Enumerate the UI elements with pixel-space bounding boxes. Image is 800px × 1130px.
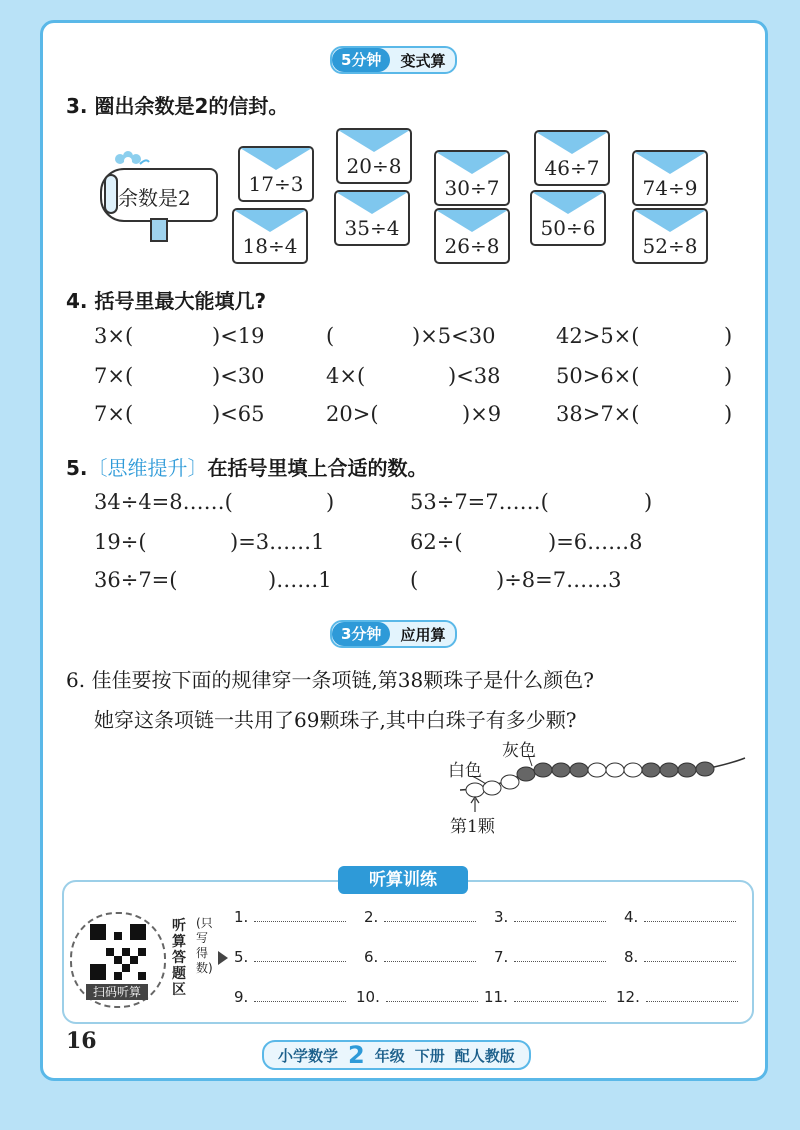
footer-grade-number: 2 xyxy=(348,1041,365,1069)
answer-slot[interactable]: 8. xyxy=(624,947,736,966)
envelope[interactable]: 74÷9 xyxy=(632,150,708,206)
answer-slot[interactable]: 1. xyxy=(234,907,346,926)
q5-title xyxy=(66,452,428,481)
q5-expr: 34÷4=8……( xyxy=(94,490,233,514)
mailbox-label: 余数是2 xyxy=(118,186,191,210)
q4-expr: ) xyxy=(724,364,733,388)
envelope[interactable]: 20÷8 xyxy=(336,128,412,184)
q4-expr: )×9 xyxy=(462,402,502,426)
q4-expr: 7×( xyxy=(94,402,134,426)
q4-expr: )<38 xyxy=(448,364,501,388)
answer-slot[interactable]: 9. xyxy=(234,987,346,1006)
answer-area-note: (只写得数) xyxy=(196,916,213,975)
q5-expr: 53÷7=7……( xyxy=(410,490,549,514)
badge-time: 5分钟 xyxy=(332,48,390,72)
footer-banner xyxy=(262,1040,531,1070)
footer-volume: 下册 xyxy=(414,1046,445,1065)
q5-title-text: 在括号里填上合适的数。 xyxy=(207,456,428,480)
q5-expr: 19÷( xyxy=(94,530,147,554)
envelope[interactable]: 50÷6 xyxy=(530,190,606,246)
section-badge-variant xyxy=(330,46,457,74)
answer-slot[interactable]: 10. xyxy=(356,987,478,1006)
footer-grade: 年级 xyxy=(374,1046,405,1065)
q4-expr: )<19 xyxy=(212,324,265,348)
necklace-diagram xyxy=(440,736,750,836)
listening-title: 听算训练 xyxy=(369,870,437,890)
q4-expr: 7×( xyxy=(94,364,134,388)
badge-label: 变式算 xyxy=(400,51,446,70)
q5-expr: )÷8=7……3 xyxy=(496,568,622,592)
qr-code-icon xyxy=(90,924,146,980)
envelope[interactable]: 46÷7 xyxy=(534,130,610,186)
footer-edition: 配人教版 xyxy=(454,1046,515,1065)
answer-slot[interactable]: 7. xyxy=(494,947,606,966)
q5-expr: ) xyxy=(644,490,653,514)
footer-subject: 小学数学 xyxy=(278,1046,339,1065)
answer-slot[interactable]: 12. xyxy=(616,987,738,1006)
q4-expr: 38>7×( xyxy=(556,402,640,426)
envelope[interactable]: 18÷4 xyxy=(232,208,308,264)
envelope[interactable]: 26÷8 xyxy=(434,208,510,264)
q4-expr: ) xyxy=(724,324,733,348)
q5-expr: )=6……8 xyxy=(548,530,643,554)
q4-expr: 42>5×( xyxy=(556,324,640,348)
q5-expr: )……1 xyxy=(268,568,332,592)
q5-expr: 62÷( xyxy=(410,530,463,554)
answer-slot[interactable]: 2. xyxy=(364,907,476,926)
envelope[interactable]: 17÷3 xyxy=(238,146,314,202)
badge-time: 3分钟 xyxy=(332,622,390,646)
mailbox xyxy=(96,150,220,240)
label-first-bead: 第1颗 xyxy=(450,817,495,837)
play-arrow-icon xyxy=(218,951,228,965)
q3-title: 3. 圈出余数是2的信封。 xyxy=(66,94,289,118)
envelope[interactable]: 35÷4 xyxy=(334,190,410,246)
mailbox-post xyxy=(150,218,168,242)
answer-slot[interactable]: 4. xyxy=(624,907,736,926)
badge-label: 应用算 xyxy=(400,625,446,644)
listening-title-banner xyxy=(338,866,468,894)
q4-expr: ( xyxy=(326,324,335,348)
q5-expr: 36÷7=( xyxy=(94,568,178,592)
answer-slot[interactable]: 6. xyxy=(364,947,476,966)
q4-title: 4. 括号里最大能填几? xyxy=(66,289,267,313)
label-gray: 灰色 xyxy=(502,741,536,761)
q6-line1: 6. 佳佳要按下面的规律穿一条项链,第38颗珠子是什么颜色? xyxy=(66,668,594,692)
q4-expr: 50>6×( xyxy=(556,364,640,388)
answer-slot[interactable]: 3. xyxy=(494,907,606,926)
envelope[interactable]: 30÷7 xyxy=(434,150,510,206)
answer-area-label: 听算答题区 xyxy=(172,918,186,998)
qr-label: 扫码听算 xyxy=(86,984,148,1000)
q4-expr: )<65 xyxy=(212,402,265,426)
q5-expr: )=3……1 xyxy=(230,530,325,554)
q5-number: 5. xyxy=(66,456,88,480)
answer-slot[interactable]: 5. xyxy=(234,947,346,966)
q5-expr: ( xyxy=(410,568,419,592)
q4-expr: )×5<30 xyxy=(412,324,496,348)
answer-slot[interactable]: 11. xyxy=(484,987,606,1006)
q4-expr: ) xyxy=(724,402,733,426)
q5-tag: 〔思维提升〕 xyxy=(87,456,208,480)
label-white: 白色 xyxy=(448,761,482,781)
envelope[interactable]: 52÷8 xyxy=(632,208,708,264)
q4-expr: 3×( xyxy=(94,324,134,348)
page-number: 16 xyxy=(66,1028,97,1054)
mailbox-door xyxy=(104,174,118,214)
qr-code-badge[interactable] xyxy=(70,912,166,1008)
q4-expr: )<30 xyxy=(212,364,265,388)
section-badge-application xyxy=(330,620,457,648)
q6-line2: 她穿这条项链一共用了69颗珠子,其中白珠子有多少颗? xyxy=(94,708,577,732)
q4-expr: 4×( xyxy=(326,364,366,388)
q4-expr: 20>( xyxy=(326,402,379,426)
q5-expr: ) xyxy=(326,490,335,514)
